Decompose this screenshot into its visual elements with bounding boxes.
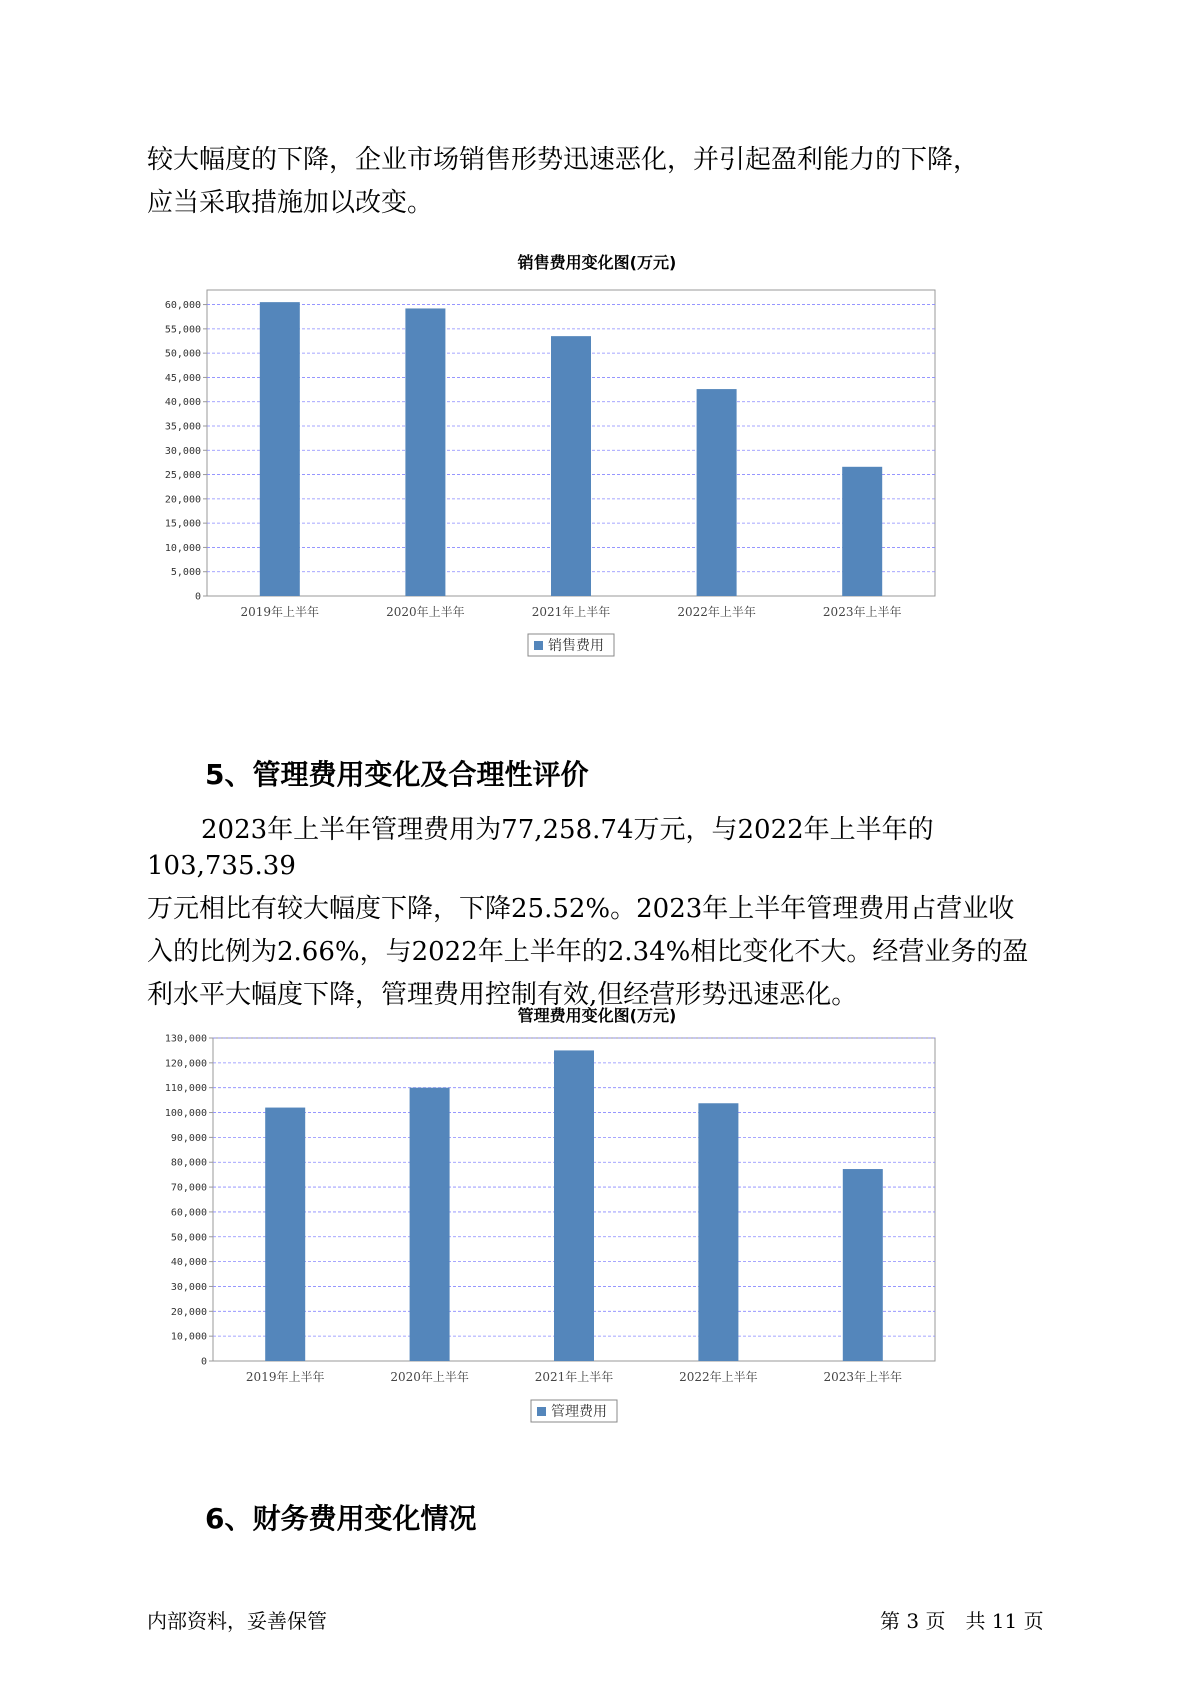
y-tick-label: 130,000 <box>164 1033 207 1045</box>
y-tick-label: 50,000 <box>170 1232 207 1244</box>
bar <box>551 336 591 596</box>
section-5-line: 利水平大幅度下降，管理费用控制有效,但经营形势迅速恶化。 <box>147 980 858 1010</box>
y-tick-label: 20,000 <box>170 1306 207 1318</box>
x-tick-label: 2023年上半年 <box>823 1370 903 1384</box>
legend-swatch <box>534 641 543 650</box>
x-tick-label: 2021年上半年 <box>534 1370 614 1384</box>
intro-line: 较大幅度的下降，企业市场销售形势迅速恶化，并引起盈利能力的下降， <box>147 145 980 175</box>
y-tick-label: 80,000 <box>170 1157 207 1169</box>
y-tick-label: 45,000 <box>164 372 201 384</box>
intro-paragraph <box>147 142 1057 228</box>
y-tick-label: 10,000 <box>170 1331 207 1343</box>
x-tick-label: 2022年上半年 <box>677 605 756 619</box>
x-tick-label: 2019年上半年 <box>245 1370 325 1384</box>
section-5-line: 万元相比有较大幅度下降，下降25.52%。2023年上半年管理费用占营业收 <box>147 894 1015 924</box>
section-5-line: 2023年上半年管理费用为77,258.74万元，与2022年上半年的103,735.39 <box>147 815 934 881</box>
y-tick-label: 10,000 <box>164 542 201 554</box>
bar <box>410 1088 450 1361</box>
legend-swatch <box>537 1407 546 1416</box>
y-tick-label: 40,000 <box>164 397 201 409</box>
section-5-line: 入的比例为2.66%，与2022年上半年的2.34%相比变化不大。经营业务的盈 <box>147 937 1029 967</box>
x-tick-label: 2023年上半年 <box>822 605 902 619</box>
bar <box>265 1108 305 1361</box>
bar <box>843 1169 883 1361</box>
y-tick-label: 30,000 <box>164 445 201 457</box>
footer-confidential: 内部资料，妥善保管 <box>147 1609 327 1633</box>
bar <box>405 308 445 596</box>
chart-svg <box>147 282 1047 677</box>
x-tick-label: 2020年上半年 <box>386 605 465 619</box>
chart-title: 销售费用变化图(万元) <box>517 253 677 272</box>
section-6-heading: 6、财务费用变化情况 <box>205 1502 477 1535</box>
y-tick-label: 0 <box>194 591 201 603</box>
y-tick-label: 50,000 <box>164 348 201 360</box>
y-tick-label: 35,000 <box>164 421 201 433</box>
y-tick-label: 110,000 <box>164 1083 207 1095</box>
y-tick-label: 40,000 <box>170 1257 207 1269</box>
intro-line: 应当采取措施加以改变。 <box>147 188 434 218</box>
section-5-paragraph <box>147 812 1057 1020</box>
chart-svg <box>147 1033 1047 1473</box>
x-tick-label: 2022年上半年 <box>679 1370 758 1384</box>
y-tick-label: 15,000 <box>164 518 201 530</box>
bar <box>260 302 300 596</box>
bar <box>554 1050 594 1361</box>
bar <box>842 467 882 596</box>
y-tick-label: 25,000 <box>164 470 201 482</box>
legend-label: 管理费用 <box>551 1404 607 1420</box>
y-tick-label: 55,000 <box>164 324 201 336</box>
footer-page-number: 第 3 页 共 11 页 <box>880 1609 1044 1633</box>
y-tick-label: 0 <box>200 1356 207 1368</box>
y-tick-label: 90,000 <box>170 1132 207 1144</box>
bar <box>698 1103 738 1361</box>
y-tick-label: 60,000 <box>164 300 201 312</box>
y-tick-label: 60,000 <box>170 1207 207 1219</box>
y-tick-label: 100,000 <box>164 1108 207 1120</box>
legend-label: 销售费用 <box>548 638 604 654</box>
x-tick-label: 2021年上半年 <box>531 605 611 619</box>
x-tick-label: 2019年上半年 <box>240 605 320 619</box>
y-tick-label: 70,000 <box>170 1182 207 1194</box>
chart-title: 管理费用变化图(万元) <box>517 1006 677 1025</box>
y-tick-label: 30,000 <box>170 1281 207 1293</box>
y-tick-label: 120,000 <box>164 1058 207 1070</box>
section-5-heading: 5、管理费用变化及合理性评价 <box>205 758 589 791</box>
y-tick-label: 20,000 <box>164 494 201 506</box>
x-tick-label: 2020年上半年 <box>390 1370 469 1384</box>
y-tick-label: 5,000 <box>170 567 201 579</box>
bar <box>697 389 737 596</box>
